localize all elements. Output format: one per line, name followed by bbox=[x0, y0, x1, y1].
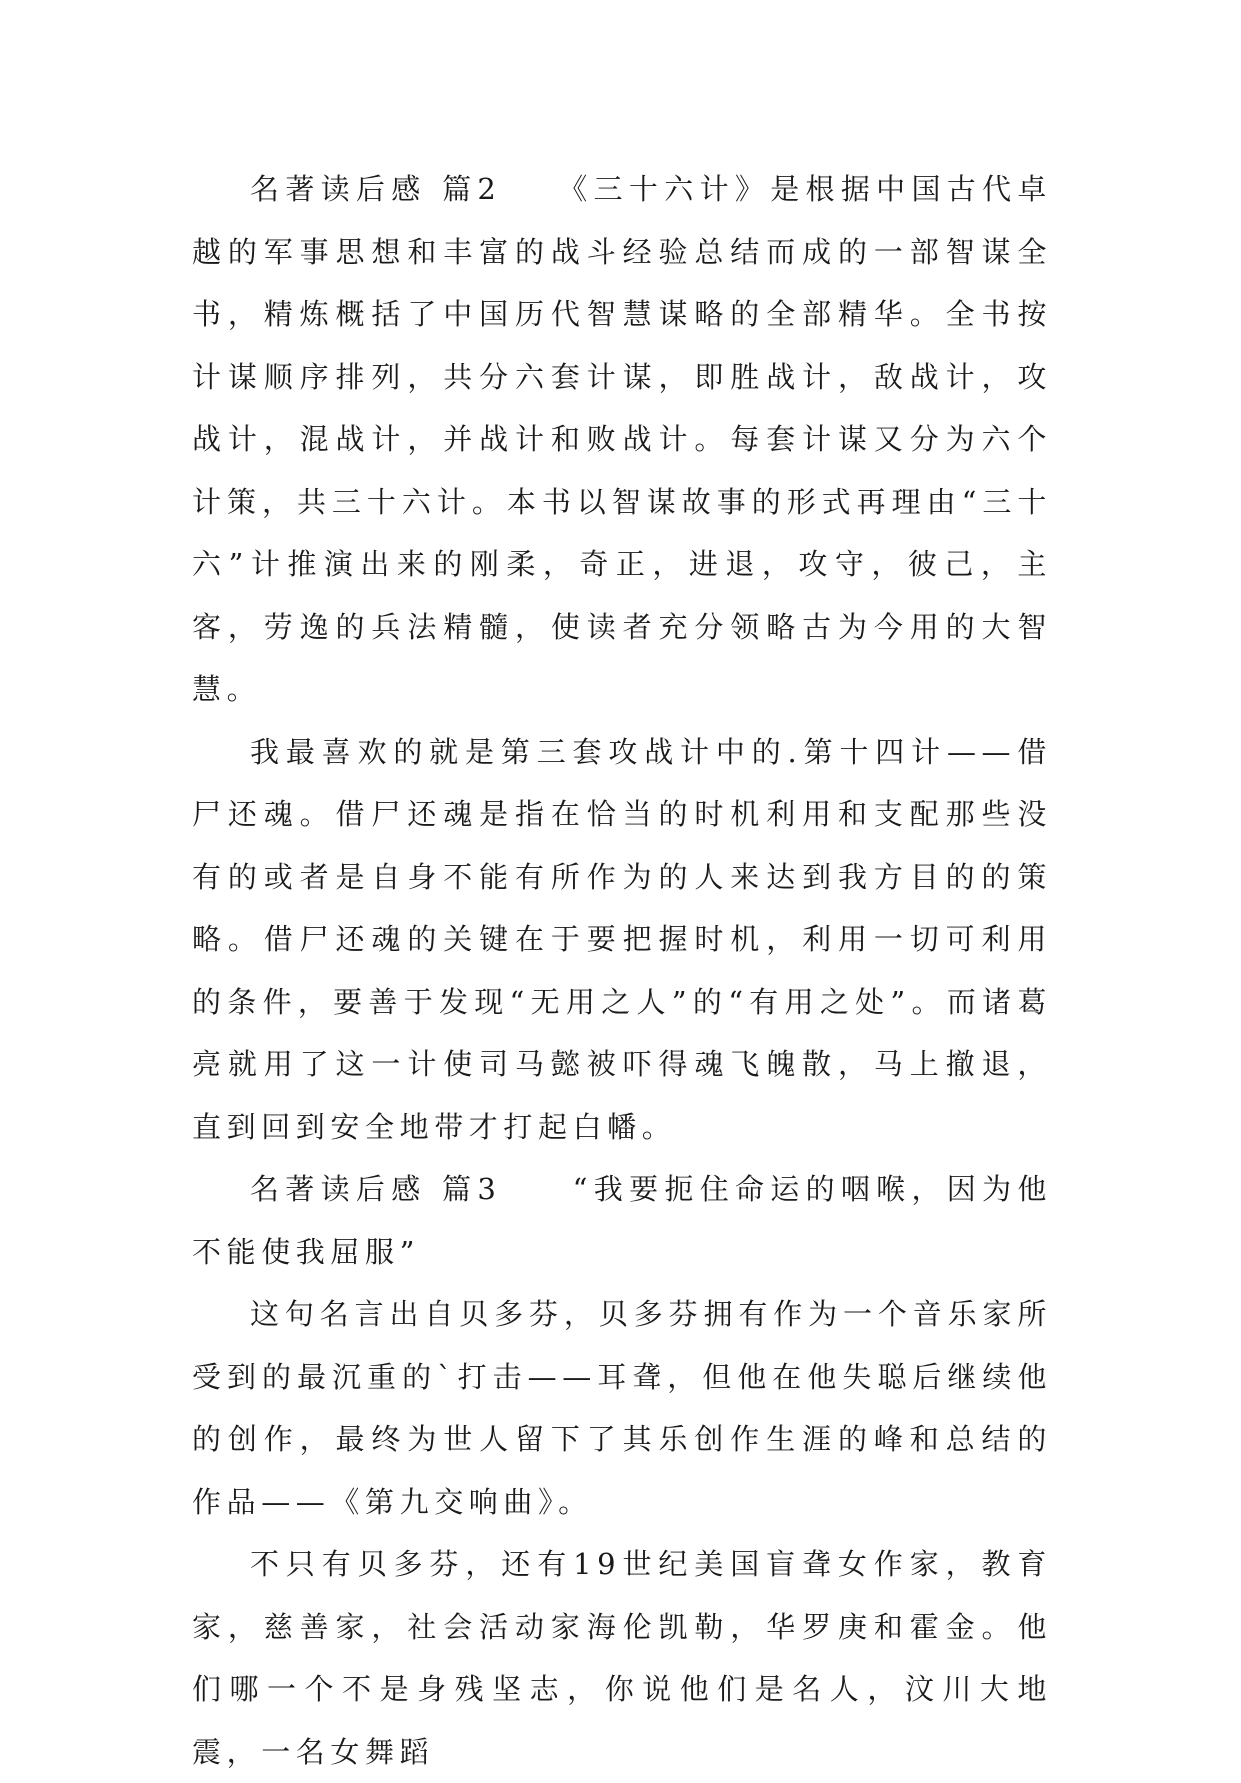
document-body bbox=[192, 158, 1052, 1783]
paragraph-1: 名著读后感 篇2 《三十六计》是根据中国古代卓越的军事思想和丰富的战斗经验总结而成的一部智谋全书，精炼概括了中国历代智慧谋略的全部精华。全书按计谋顺序排列，共分六套计谋，即胜战计，敌战计，攻战计，混战计，并战计和败战计。每套计谋又分为六个计策，共三十六计。本书以智谋故事的形式再理由“三十六”计推演出来的刚柔，奇正，进退，攻守，彼己，主客，劳逸的兵法精髓，使读者充分领略古为今用的大智慧。 bbox=[192, 172, 1052, 706]
paragraph-4: 这句名言出自贝多芬，贝多芬拥有作为一个音乐家所受到的最沉重的`打击——耳聋，但他在他失聪后继续他的创作，最终为世人留下了其乐创作生涯的峰和总结的作品——《第九交响曲》。 bbox=[192, 1297, 1052, 1519]
paragraph-5: 不只有贝多芬，还有19世纪美国盲聋女作家，教育家，慈善家，社会活动家海伦凯勒，华罗庚和霍金。他们哪一个不是身残坚志，你说他们是名人，汶川大地震，一名女舞蹈 bbox=[192, 1547, 1052, 1769]
paragraph-2: 我最喜欢的就是第三套攻战计中的.第十四计——借尸还魂。借尸还魂是指在恰当的时机利用和支配那些没有的或者是自身不能有所作为的人来达到我方目的的策略。借尸还魂的关键在于要把握时机，利用一切可利用的条件，要善于发现“无用之人”的“有用之处”。而诸葛亮就用了这一计使司马懿被吓得魂飞魄散，马上撤退，直到回到安全地带才打起白幡。 bbox=[192, 734, 1052, 1144]
paragraph-3: 名著读后感 篇3 “我要扼住命运的咽喉，因为他不能使我屈服” bbox=[192, 1172, 1052, 1269]
